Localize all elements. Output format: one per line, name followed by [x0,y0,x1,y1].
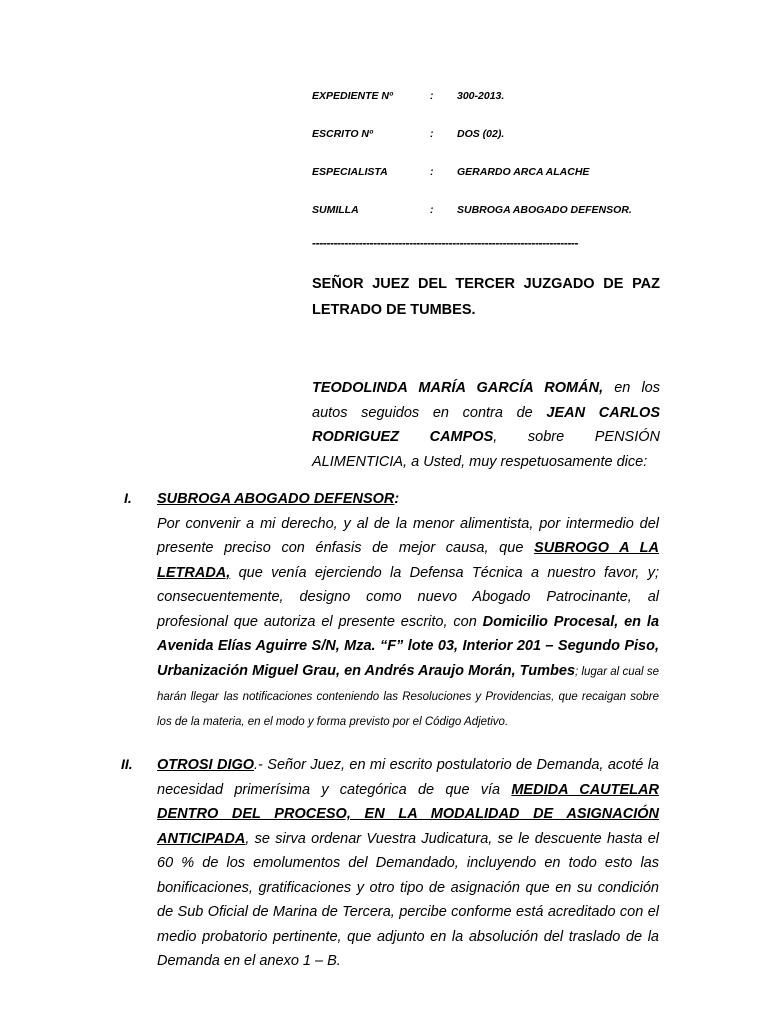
plaintiff-name: TEODOLINDA MARÍA GARCÍA ROMÁN, [312,380,604,396]
header-value: 300-2013. [457,90,505,102]
header-colon: : [430,166,434,178]
section-small-text: las notificaciones conteniendo las Resoluciones y Providencias, que recaigan sobre los de la materia, en el modo y forma previsto por el Código Adjetivo. [157,690,659,728]
intro-paragraph [312,376,660,474]
section-text: que venía ejerciendo la Defensa Técnica a nuestro favor, y; consecuentemente, designo como nuevo Abogado Patrocinante, al profesional que autoriza el presente escrito, con [157,564,659,630]
separator-line: -------------------------------------------------------------------------- [312,236,579,250]
header-colon: : [430,128,434,140]
section-text: ; lugar al cual se harán llegar [157,665,659,703]
header-colon: : [430,90,434,102]
header-label: EXPEDIENTE Nº [312,90,393,102]
section-one-body [157,487,659,734]
defendant-name: JEAN CARLOS RODRIGUEZ CAMPOS [312,404,660,445]
section-bold-text: SUBROGO A LA LETRADA, [157,540,660,581]
section-two-body [157,753,659,974]
addressee: SEÑOR JUEZ DEL TERCER JUZGADO DE PAZ LETRADO DE TUMBES. [312,276,660,318]
header-label: ESPECIALISTA [312,166,388,178]
header-colon: : [430,204,434,216]
header-row-expediente [312,90,672,128]
header-row-especialista [312,166,672,204]
intro-text: en los autos seguidos en contra de [312,380,660,421]
section-number: II. [121,756,133,772]
section-number: I. [124,490,132,506]
header-value: DOS (02). [457,128,505,140]
header-label: ESCRITO Nº [312,128,373,140]
section-bold-text: MEDIDA CAUTELAR DENTRO DEL PROCESO, EN LA MODALIDAD DE ASIGNACIÓN ANTICIPADA [157,781,659,847]
section-heading: OTROSI DIGO [157,757,255,773]
intro-text-end: , sobre PENSIÓN ALIMENTICIA, a Usted, muy respetuosamente dice: [312,429,661,470]
section-text: .- Señor Juez, en mi escrito postulatorio de Demanda, acoté la necesidad primerísima y categórica de que vía [157,757,659,798]
header-value: SUBROGA ABOGADO DEFENSOR. [457,204,632,216]
header-label: SUMILLA [312,204,359,216]
section-text: , se sirva ordenar Vuestra Judicatura, se le descuente hasta el 60 % de los emolumentos del Demandado, incluyendo en todo esto las bonificaciones, gratificaciones y otro tipo de asignación que en su condición de Sub Oficial de Marina de Tercera, percibe conforme está acreditado con el medio probatorio pertinente, que adjunto en la absolución del traslado de la Demanda en el anexo 1 – B. [157,830,659,969]
header-row-escrito [312,128,672,166]
section-heading: SUBROGA ABOGADO DEFENSOR [157,491,395,507]
procedural-address: Domicilio Procesal, en la Avenida Elías Aguirre S/N, Mza. “F” lote 03, Interior 201 – Segundo Piso, Urbanización Miguel Grau, en Andrés Araujo Morán, Tumbes [157,613,660,679]
header-value: GERARDO ARCA ALACHE [457,166,590,178]
section-heading-colon: : [394,491,400,507]
section-text: Por convenir a mi derecho, y al de la menor alimentista, por intermedio del presente preciso con énfasis de mejor causa, que [157,515,659,556]
case-header [312,90,672,242]
